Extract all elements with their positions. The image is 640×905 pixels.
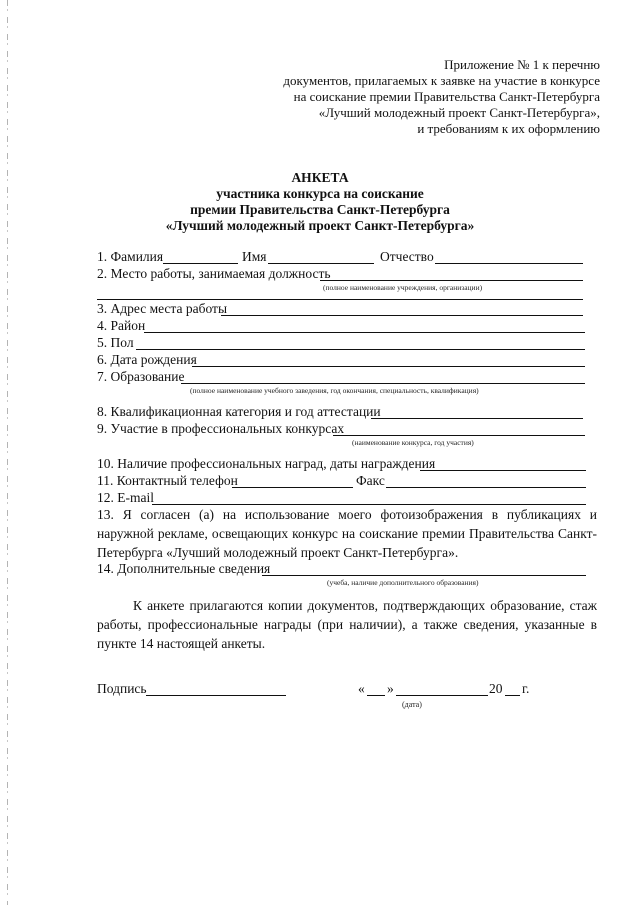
attachment-paragraph: К анкете прилагаются копии документов, подтверждающих образование, стаж работы, профессиональные награды (при наличии), а также сведения, указанные в пункте 14 настоящей анкеты.	[97, 598, 597, 651]
field-district-label: 4. Район	[97, 318, 146, 333]
workplace-line[interactable]	[320, 280, 583, 281]
awards-line[interactable]	[420, 470, 586, 471]
signature-label: Подпись	[97, 681, 147, 696]
work-address-line[interactable]	[221, 315, 583, 316]
field-email-label: 12. E-mail	[97, 490, 154, 505]
date-note: (дата)	[402, 700, 422, 709]
phone-line[interactable]	[232, 487, 353, 488]
date-open-quote: «	[358, 681, 365, 696]
date-year-line[interactable]	[505, 695, 520, 696]
sex-line[interactable]	[136, 349, 585, 350]
field-phone-label: 11. Контактный телефон	[97, 473, 238, 488]
consent-paragraph: 13. Я согласен (а) на использование моего фотоизображения в публикациях и наружной рекламе, освещающих конкурс на соискание премии Правительства Санкт-Петербурга «Лучший молодежный проект Санкт-Петербурга».	[97, 507, 597, 560]
scan-edge-artifact	[7, 0, 8, 905]
title-line: премии Правительства Санкт-Петербурга	[190, 202, 450, 217]
appendix-line: «Лучший молодежный проект Санкт-Петербурга»,	[318, 105, 600, 120]
year-prefix: 20	[489, 681, 503, 696]
appendix-line: и требованиям к их оформлению	[417, 121, 600, 136]
competitions-line[interactable]	[333, 435, 585, 436]
document-title	[0, 170, 640, 234]
competitions-note: (наименование конкурса, год участия)	[352, 438, 474, 447]
field-name-label: Имя	[242, 249, 267, 264]
field-additional-label: 14. Дополнительные сведения	[97, 561, 271, 576]
education-note: (полное наименование учебного заведения, год окончания, специальность, квалификация)	[190, 386, 479, 395]
patronymic-line[interactable]	[435, 263, 583, 264]
title-line: АНКЕТА	[291, 170, 349, 185]
signature-line[interactable]	[146, 695, 286, 696]
field-awards-label: 10. Наличие профессиональных наград, даты награждения	[97, 456, 436, 471]
field-qualification-label: 8. Квалификационная категория и год аттестации	[97, 404, 381, 419]
date-month-line[interactable]	[396, 695, 488, 696]
surname-line[interactable]	[163, 263, 238, 264]
appendix-line: на соискание премии Правительства Санкт-Петербурга	[293, 89, 600, 104]
name-line[interactable]	[268, 263, 374, 264]
field-fax-label: Факс	[356, 473, 385, 488]
district-line[interactable]	[144, 332, 585, 333]
appendix-note	[283, 57, 600, 137]
field-education-label: 7. Образование	[97, 369, 185, 384]
date-day-line[interactable]	[367, 695, 385, 696]
year-suffix: г.	[522, 681, 530, 696]
field-sex-label: 5. Пол	[97, 335, 134, 350]
additional-line[interactable]	[262, 575, 586, 576]
field-surname-label: 1. Фамилия	[97, 249, 164, 264]
qualification-line[interactable]	[371, 418, 583, 419]
appendix-line: Приложение № 1 к перечню	[444, 57, 600, 72]
field-patronymic-label: Отчество	[380, 249, 434, 264]
additional-note: (учеба, наличие дополнительного образования)	[327, 578, 479, 587]
title-line: «Лучший молодежный проект Санкт-Петербурга»	[165, 218, 475, 233]
workplace-note: (полное наименование учреждения, организации)	[323, 283, 483, 292]
birthdate-line[interactable]	[192, 366, 585, 367]
date-close-quote: »	[387, 681, 394, 696]
field-competitions-label: 9. Участие в профессиональных конкурсах	[97, 421, 345, 436]
title-line: участника конкурса на соискание	[216, 186, 424, 201]
appendix-line: документов, прилагаемых к заявке на участие в конкурсе	[283, 73, 600, 88]
field-birthdate-label: 6. Дата рождения	[97, 352, 197, 367]
workplace-line-2[interactable]	[97, 299, 583, 300]
fax-line[interactable]	[386, 487, 586, 488]
field-work-address-label: 3. Адрес места работы	[97, 301, 228, 316]
education-line[interactable]	[181, 383, 585, 384]
field-workplace-label: 2. Место работы, занимаемая должность	[97, 266, 331, 281]
